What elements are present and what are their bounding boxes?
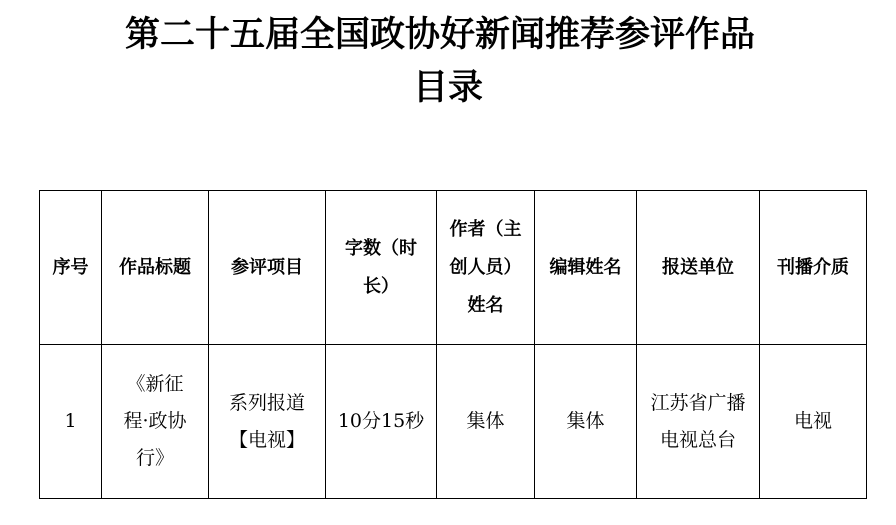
header-cell-index: 序号: [40, 191, 102, 345]
cell-length: 10分15秒: [326, 345, 437, 499]
document-title-line1: 第二十五届全国政协好新闻推荐参评作品: [124, 14, 755, 55]
header-cell-length: 字数（时 长）: [326, 191, 437, 345]
header-cell-author: 作者（主 创人员） 姓名: [437, 191, 535, 345]
header-cell-unit: 报送单位: [637, 191, 760, 345]
header-cell-category: 参评项目: [209, 191, 326, 345]
header-row: [40, 191, 867, 345]
cell-author: 集体: [437, 345, 535, 499]
table-row: [40, 345, 867, 499]
cell-category: 系列报道 【电视】: [209, 345, 326, 499]
header-cell-medium: 刊播介质: [760, 191, 867, 345]
cell-title: 《新征 程·政协 行》: [102, 345, 209, 499]
cell-unit: 江苏省广播 电视总台: [637, 345, 760, 499]
header-cell-title: 作品标题: [102, 191, 209, 345]
cell-editor: 集体: [535, 345, 637, 499]
cell-index: 1: [40, 345, 102, 499]
document-title-line2: 目录: [412, 67, 483, 108]
header-cell-editor: 编辑姓名: [535, 191, 637, 345]
catalog-table: [39, 190, 867, 499]
cell-medium: 电视: [760, 345, 867, 499]
